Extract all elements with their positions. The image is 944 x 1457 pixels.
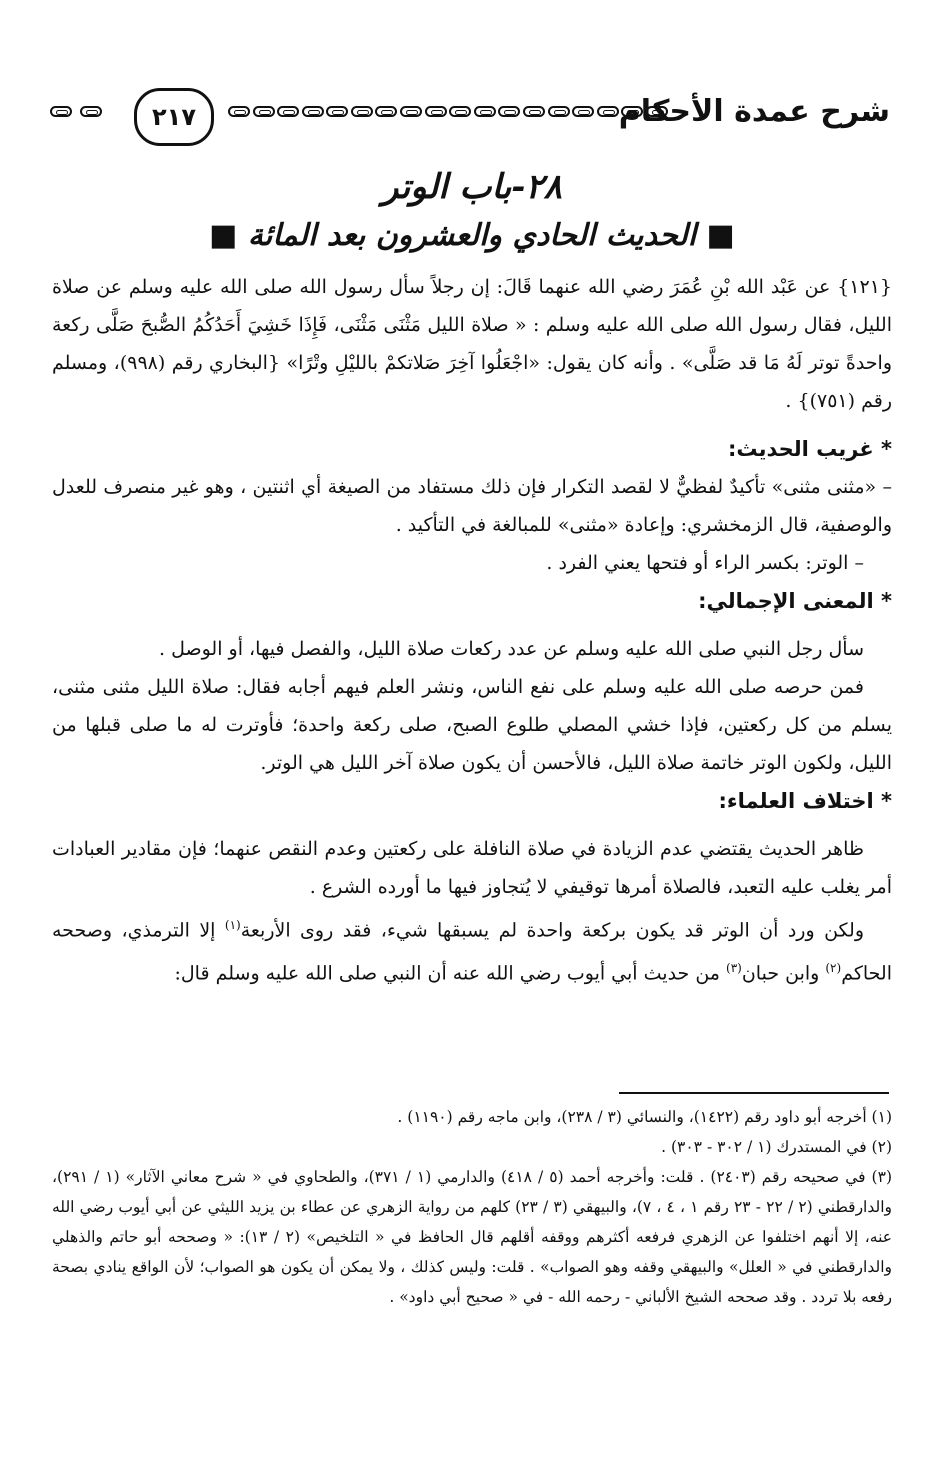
- footnote-2: (٢) في المستدرك (١ / ٣٠٢ - ٣٠٣) .: [661, 1138, 892, 1156]
- footnote-1: (١) أخرجه أبو داود رقم (١٤٢٢)، والنسائي (٣ / ٢٣٨)، وابن ماجه رقم (١١٩٠) .: [397, 1108, 892, 1126]
- main-text: [52, 268, 892, 993]
- chapter-title: ٢٨-باب الوتر: [382, 167, 562, 207]
- ikhtilaf-text-a: ولكن ورد أن الوتر قد يكون بركعة واحدة لم يسبقها شيء، فقد روى الأربعة: [240, 919, 864, 942]
- ikhtilaf-text-c: وابن حبان: [741, 962, 826, 985]
- ikhtilaf-paragraph-1: ظاهر الحديث يقتضي عدم الزيادة في صلاة النافلة على ركعتين وعدم النقص عنهما؛ فإن مقادير العبادات أمر يغلب عليه التعبد، فالصلاة أمرها توقيفي لا يُتجاوز فيها ما أورده الشرع .: [52, 838, 892, 898]
- hadith-title: ■ الحديث الحادي والعشرون بعد المائة ■: [209, 218, 735, 253]
- header-ornament-chain: [228, 102, 668, 120]
- heading-ikhtilaf: * اختلاف العلماء:: [718, 789, 892, 813]
- gharib-paragraph-1: – «مثنى مثنى» تأكيدٌ لفظيٌّ لا لقصد التكرار فإن ذلك مستفاد من الصيغة أي اثنتين ، وهو غير منصرف للعدل والوصفية، قال الزمخشري: وإعادة «مثنى» للمبالغة في التأكيد .: [52, 476, 892, 536]
- page-header: [50, 88, 890, 152]
- footnote-3: (٣) في صحيحه رقم (٢٤٠٣) . قلت: وأخرجه أحمد (٥ / ٤١٨) والدارمي (١ / ٣٧١)، والطحاوي في « شرح معاني الآثار» (١ / ٢٩١)، والدارقطني (٢ / ٢٢ - ٢٣ رقم ١ ، ٤ ، ٧)، والبيهقي (٣ / ٢٣) كلهم من رواية الزهري عن عطاء بن يزيد الليثي عن أبي أيوب رضي الله عنه، إلا أنهم اختلفوا عن الزهري فرفعه أكثرهم ووقفه أقلهم قال الحافظ في « التلخيص» (٢ / ١٣): « وصححه أبو حاتم والذهلي والدارقطني في « العلل» والبيهقي وقفه وهو الصواب» . قلت: وليس كذلك ، ولا يمكن أن يكون هو الصواب؛ لأن الواقع ينادي بصحة رفعه بلا تردد . وقد صححه الشيخ الألباني - رحمه الله - في « صحيح أبي داود» .: [52, 1168, 893, 1306]
- page-number: ٢١٧: [134, 88, 214, 146]
- heading-ijmali: * المعنى الإجمالي:: [698, 589, 892, 613]
- footnote-separator: [619, 1092, 889, 1094]
- ikhtilaf-text-b: إلا الترمذي، وصححه الحاكم: [52, 919, 892, 985]
- hadith-text: {١٢١} عن عَبْد الله بْنِ عُمَرَ رضي الله عنهما قَالَ: إن رجلاً سأل رسول الله صلى الله عليه وسلم عن صلاة الليل، فقال رسول الله صلى الله عليه وسلم : « صلاة الليل مَثْنَى مَثْنَى، فَإِذَا خَشِيَ أَحَدُكُمُ الصُّبحَ صَلَّى ركعة واحدةً توتر لَهُ مَا قد صَلَّى» . وأنه كان يقول: «اجْعَلُوا آخِرَ صَلاتكمْ بالليْلِ وتْرًا» {البخاري رقم (٩٩٨)، ومسلم رقم (٧٥١)} .: [52, 276, 892, 412]
- ikhtilaf-paragraph-2: [52, 906, 892, 993]
- ijmali-paragraph-2: فمن حرصه صلى الله عليه وسلم على نفع الناس، ونشر العلم فيهم أجابه فقال: صلاة الليل مثنى مثنى، يسلم من كل ركعتين، فإذا خشي المصلي طلوع الصبح، صلى ركعة واحدة؛ فأوترت له ما صلى قبلها من الليل، ولكون الوتر خاتمة صلاة الليل، فالأحسن أن يكون صلاة آخر الليل هي الوتر.: [52, 676, 892, 774]
- footnote-mark-3: (٣): [726, 961, 742, 976]
- ikhtilaf-text-d: من حديث أبي أيوب رضي الله عنه أن النبي صلى الله عليه وسلم قال:: [174, 962, 727, 985]
- header-ornament-short: [50, 102, 102, 120]
- footnotes: [52, 1102, 892, 1312]
- footnote-mark-2: (٢): [825, 961, 842, 976]
- heading-gharib: * غريب الحديث:: [728, 437, 892, 461]
- book-title: شرح عمدة الأحكام: [618, 94, 890, 129]
- gharib-paragraph-2: – الوتر: بكسر الراء أو فتحها يعني الفرد .: [546, 552, 864, 574]
- footnote-mark-1: (١): [224, 918, 241, 932]
- ijmali-paragraph-1: سأل رجل النبي صلى الله عليه وسلم عن عدد ركعات صلاة الليل، والفصل فيها، أو الوصل .: [159, 638, 864, 660]
